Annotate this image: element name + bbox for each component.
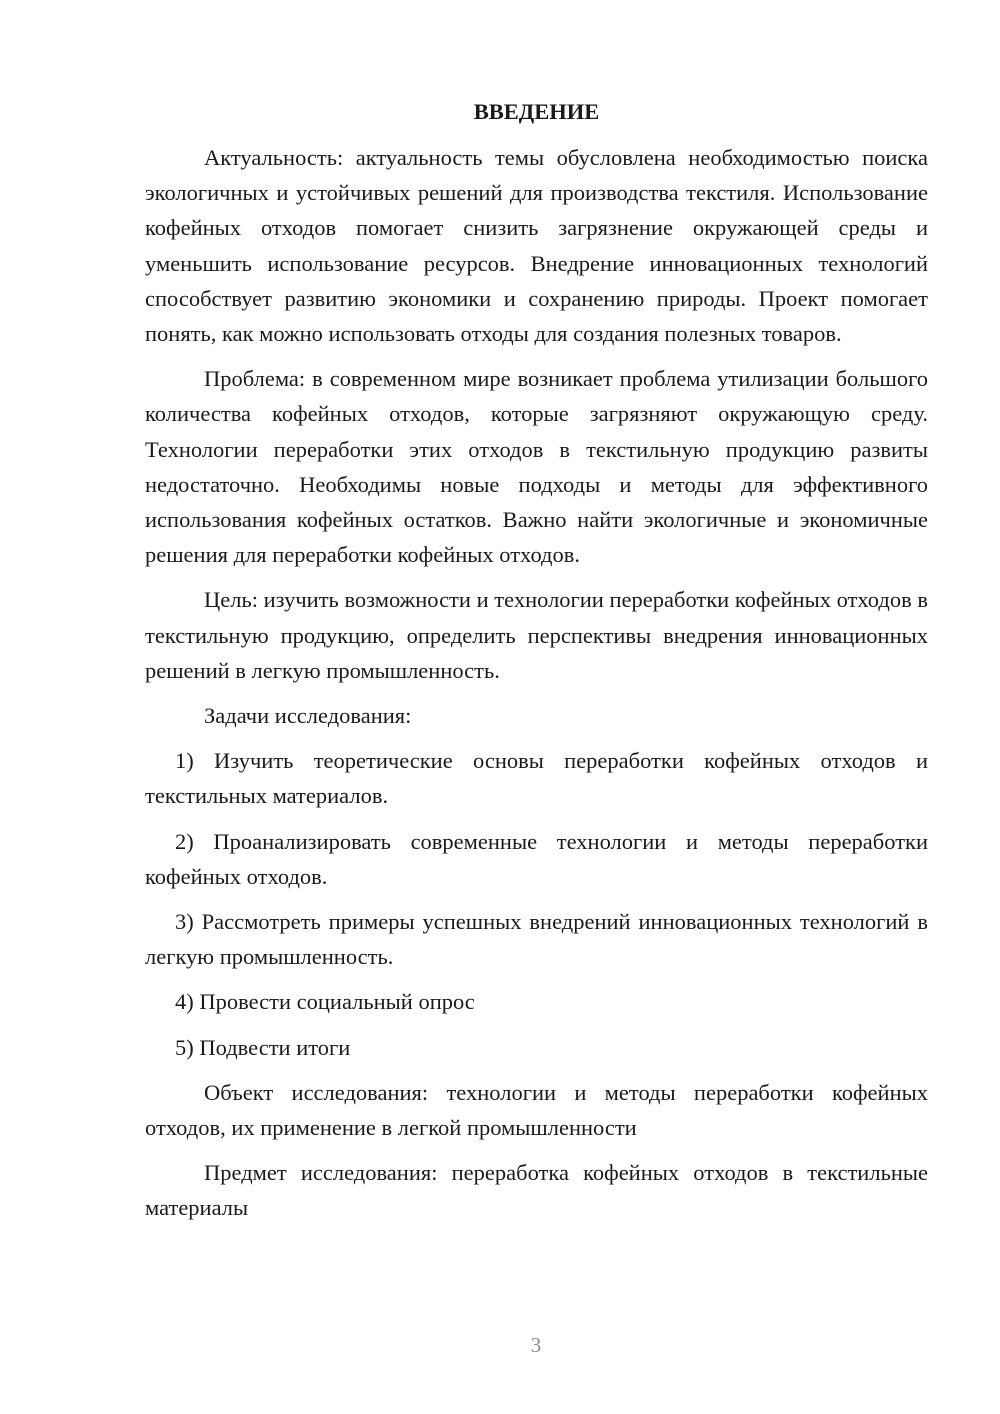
- object-paragraph: Объект исследования: технологии и методы переработки кофейных отходов, их применение в легкой промышленности: [145, 1079, 928, 1141]
- task-item: 3) Рассмотреть примеры успешных внедрений инновационных технологий в легкую промышленность.: [145, 909, 928, 970]
- task-item: 1) Изучить теоретические основы переработки кофейных отходов и текстильных материалов.: [145, 748, 928, 809]
- page-number: 3: [530, 1333, 542, 1357]
- task-item: 5) Подвести итоги: [175, 1034, 351, 1060]
- tasks-heading: Задачи исследования:: [204, 703, 412, 729]
- section-title: ВВЕДЕНИЕ: [473, 99, 600, 124]
- relevance-paragraph: Актуальность: актуальность темы обусловлена необходимостью поиска экологичных и устойчивых решений для производства текстиля. Использование кофейных отходов помогает снизить загрязнение окружающей среды и уменьшить использование ресурсов. Внедрение инновационных технологий способствует развитию экономики и сохранению природы. Проект помогает понять, как можно использовать отходы для создания полезных товаров.: [145, 145, 928, 347]
- problem-paragraph: Проблема: в современном мире возникает проблема утилизации большого количества кофейных отходов, которые загрязняют окружающую среду. Технологии переработки этих отходов в текстильную продукцию развиты недостаточно. Необходимы новые подходы и методы для эффективного использования кофейных остатков. Важно найти экологичные и экономичные решения для переработки кофейных отходов.: [145, 366, 928, 568]
- subject-paragraph: Предмет исследования: переработка кофейных отходов в текстильные материалы: [145, 1160, 928, 1221]
- task-item: 4) Провести социальный опрос: [175, 989, 475, 1015]
- task-item: 2) Проанализировать современные технологии и методы переработки кофейных отходов.: [145, 828, 928, 889]
- document-body: [145, 95, 928, 1236]
- goal-paragraph: Цель: изучить возможности и технологии переработки кофейных отходов в текстильную продукцию, определить перспективы внедрения инновационных решений в легкую промышленность.: [145, 587, 928, 683]
